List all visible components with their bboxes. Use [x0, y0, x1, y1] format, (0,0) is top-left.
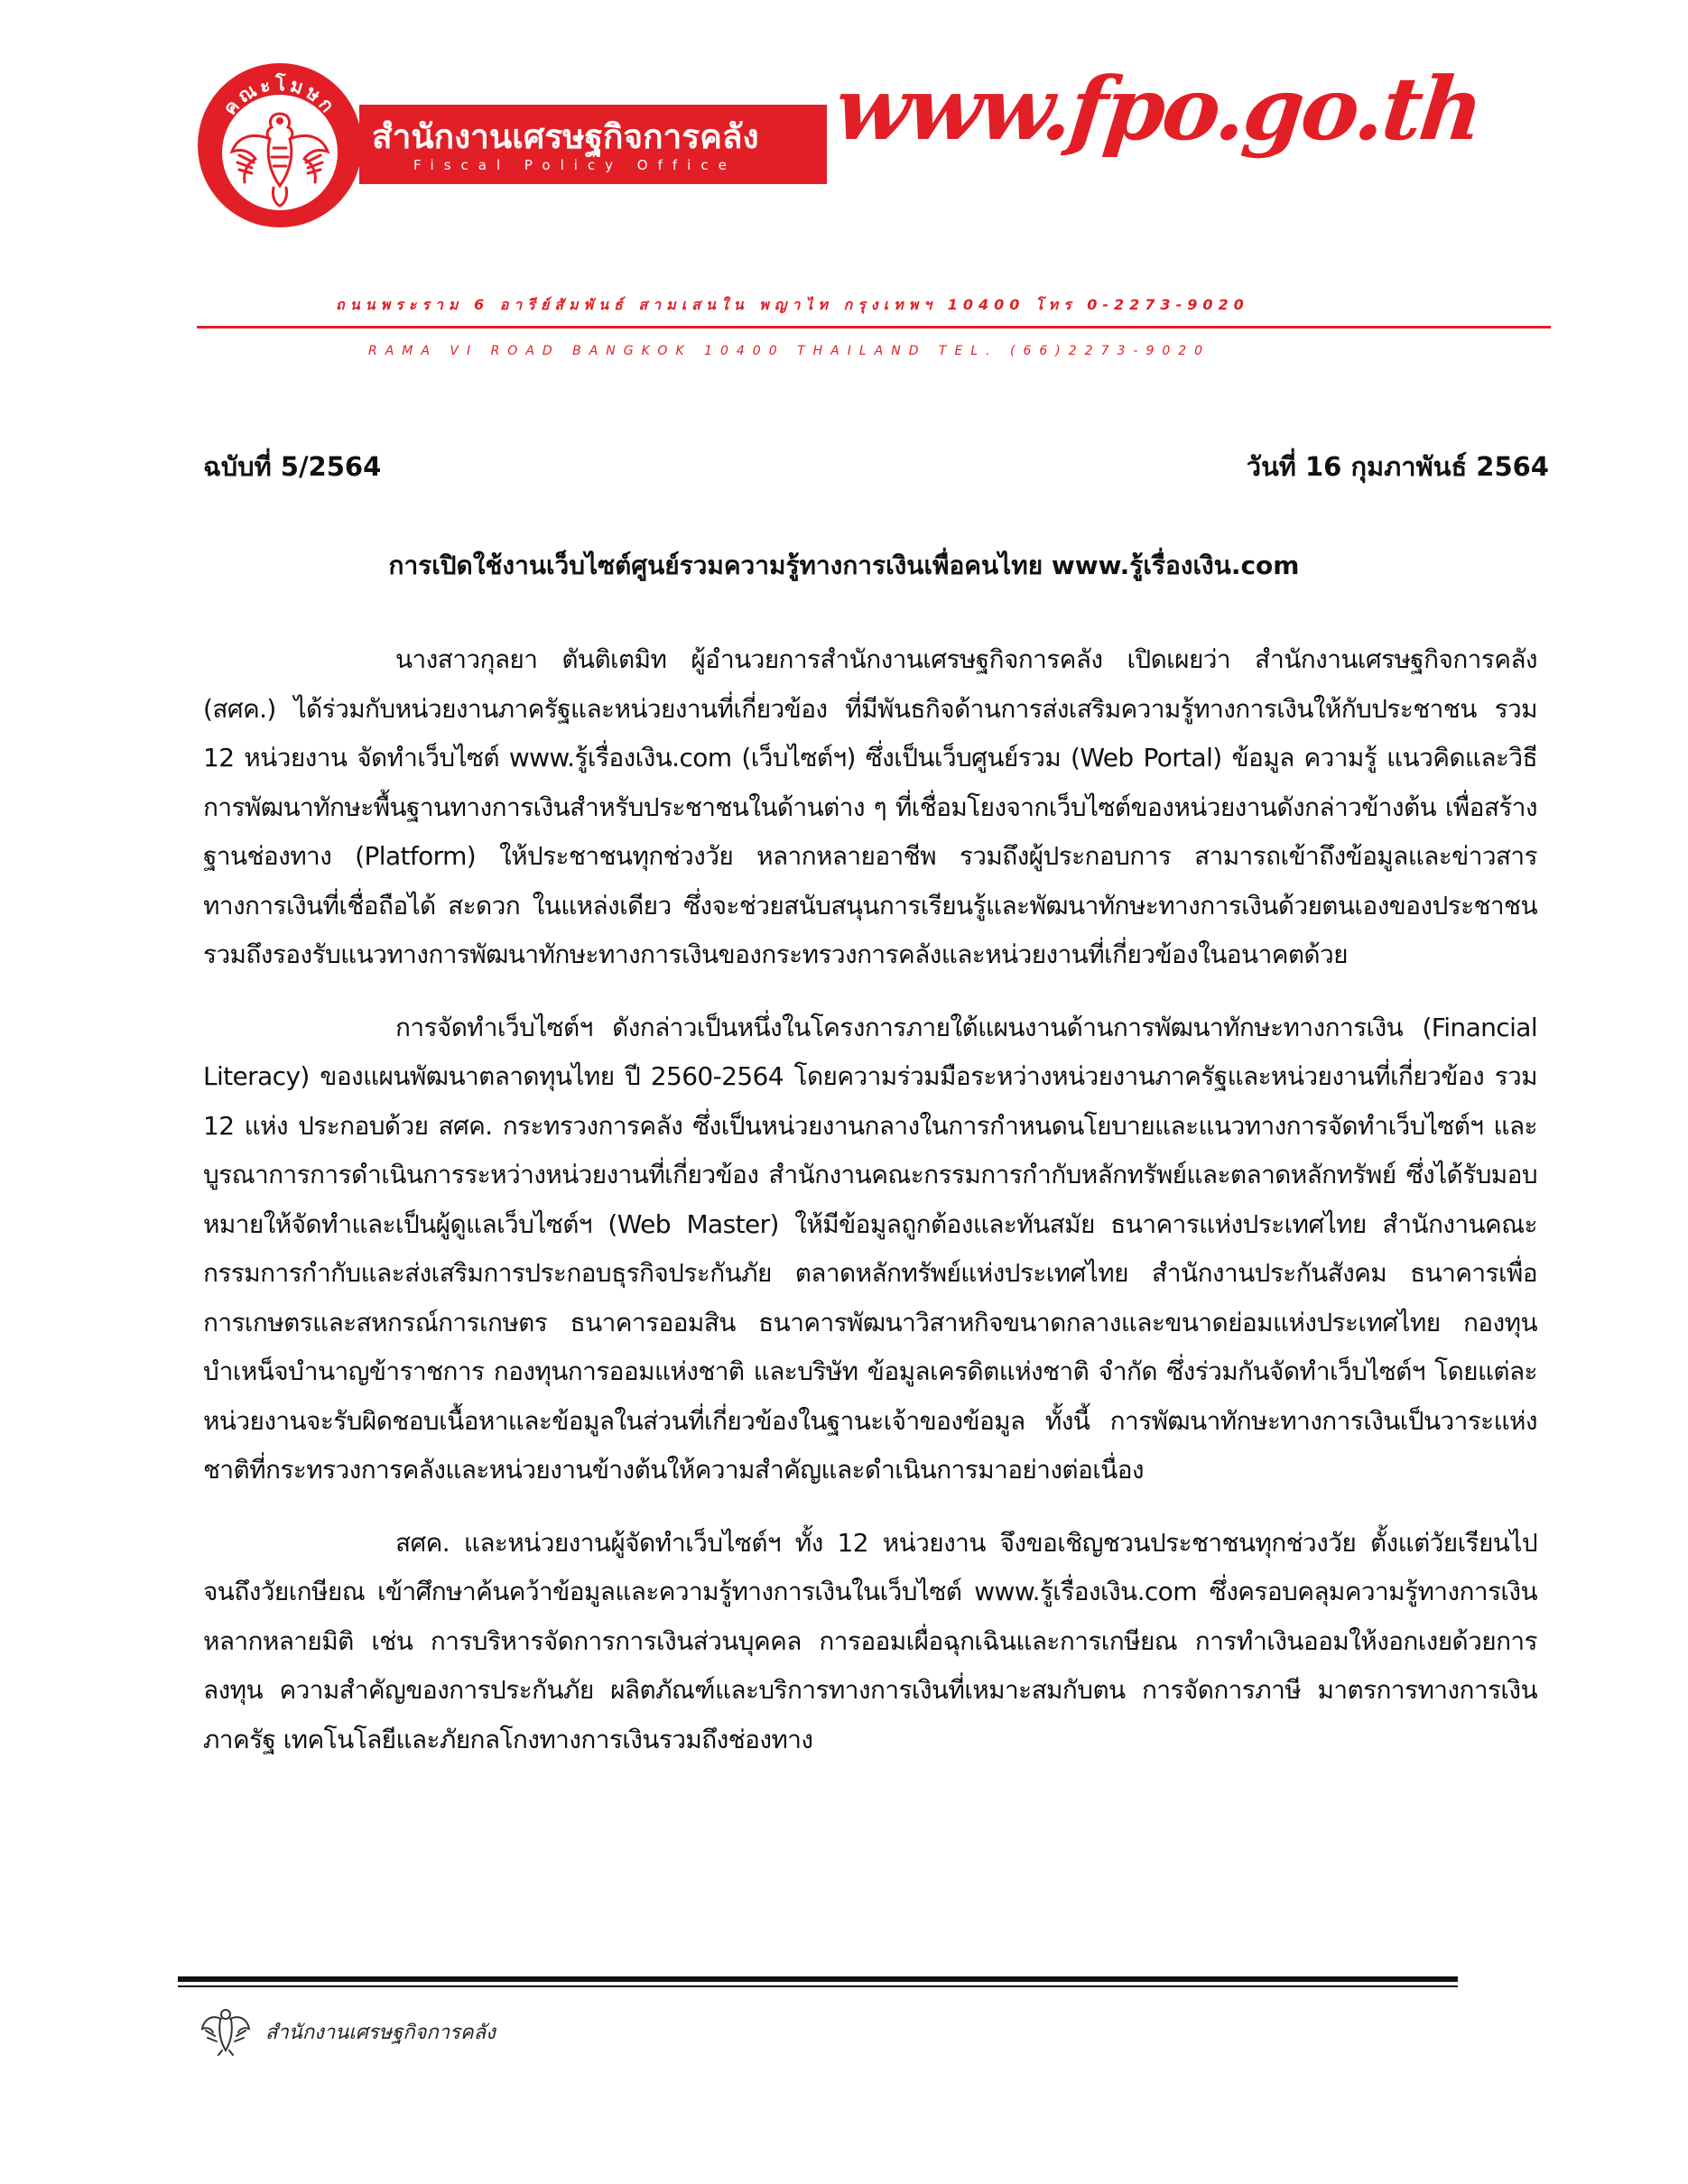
footer-divider — [178, 1976, 1458, 1982]
header-divider — [197, 326, 1551, 329]
body-paragraph: นางสาวกุลยา ตันติเตมิท ผู้อำนวยการสำนักงานเศรษฐกิจการคลัง เปิดเผยว่า สำนักงานเศรษฐกิจการคลัง (สศค.) ได้ร่วมกับหน่วยงานภาครัฐและหน่วยงานที่เกี่ยวข้อง ที่มีพันธกิจด้านการส่งเสริมความรู้ทางการเงินให้กับประชาชน รวม 12 หน่วยงาน จัดทำเว็บไซต์ www.รู้เรื่องเงิน.com (เว็บไซต์ฯ) ซึ่งเป็นเว็บศูนย์รวม (Web Portal) ข้อมูล ความรู้ แนวคิดและวิธีการพัฒนาทักษะพื้นฐานทางการเงินสำหรับประชาชนในด้านต่าง ๆ ที่เชื่อมโยงจากเว็บไซต์ของหน่วยงานดังกล่าวข้างต้น เพื่อสร้างฐานช่องทาง (Platform) ให้ประชาชนทุกช่วงวัย หลากหลายอาชีพ รวมถึงผู้ประกอบการ สามารถเข้าถึงข้อมูลและข่าวสารทางการเงินที่เชื่อถือได้ สะดวก ในแหล่งเดียว ซึ่งจะช่วยสนับสนุนการเรียนรู้และพัฒนาทักษะทางการเงินด้วยตนเองของประชาชน รวมถึงรองรับแนวทางการพัฒนาทักษะทางการเงินของกระทรวงการคลังและหน่วยงานที่เกี่ยวข้องในอนาคตด้วย — [203, 644, 1537, 969]
org-name-band — [359, 105, 827, 184]
footer-org-name: สำนักงานเศรษฐกิจการคลัง — [265, 2022, 496, 2044]
document-body — [203, 635, 1537, 1788]
address-english: RAMA VI ROAD BANGKOK 10400 THAILAND TEL. (66)2273-9020 — [368, 344, 1211, 358]
website-url[interactable]: www.fpo.go.th — [830, 58, 1486, 160]
body-paragraph: การจัดทำเว็บไซต์ฯ ดังกล่าวเป็นหนึ่งในโครงการภายใต้แผนงานด้านการพัฒนาทักษะทางการเงิน (Financial Literacy) ของแผนพัฒนาตลาดทุนไทย ปี 2560-2564 โดยความร่วมมือระหว่างหน่วยงานภาครัฐและหน่วยงานที่เกี่ยวข้อง รวม 12 แห่ง ประกอบด้วย สศค. กระทรวงการคลัง ซึ่งเป็นหน่วยงานกลางในการกำหนดนโยบายและแนวทางการจัดทำเว็บไซต์ฯ และบูรณาการการดำเนินการระหว่างหน่วยงานที่เกี่ยวข้อง สำนักงานคณะกรรมการกำกับหลักทรัพย์และตลาดหลักทรัพย์ ซึ่งได้รับมอบหมายให้จัดทำและเป็นผู้ดูแลเว็บไซต์ฯ (Web Master) ให้มีข้อมูลถูกต้องและทันสมัย ธนาคารแห่งประเทศไทย สำนักงานคณะกรรมการกำกับและส่งเสริมการประกอบธุรกิจประกันภัย ตลาดหลักทรัพย์แห่งประเทศไทย สำนักงานประกันสังคม ธนาคารเพื่อการเกษตรและสหกรณ์การเกษตร ธนาคารออมสิน ธนาคารพัฒนาวิสาหกิจขนาดกลางและขนาดย่อมแห่งประเทศไทย กองทุนบำเหน็จบำนาญข้าราชการ กองทุนการออมแห่งชาติ และบริษัท ข้อมูลเครดิตแห่งชาติ จำกัด ซึ่งร่วมกันจัดทำเว็บไซต์ฯ โดยแต่ละหน่วยงานจะรับผิดชอบเนื้อหาและข้อมูลในส่วนที่เกี่ยวข้องในฐานะเจ้าของข้อมูล ทั้งนี้ การพัฒนาทักษะทางการเงินเป็นวาระแห่งชาติที่กระทรวงการคลังและหน่วยงานข้างต้นให้ความสำคัญและดำเนินการมาอย่างต่อเนื่อง — [203, 1012, 1537, 1485]
address-thai: ถนนพระราม 6 อารีย์สัมพันธ์ สามเสนใน พญาไท กรุงเทพฯ 10400 โทร 0-2273-9020 — [336, 296, 1249, 313]
logo-arc-text: คณะโมษก — [218, 72, 341, 119]
issue-number: ฉบับที่ 5/2564 — [203, 451, 382, 482]
body-paragraph: สศค. และหน่วยงานผู้จัดทำเว็บไซต์ฯ ทั้ง 12 หน่วยงาน จึงขอเชิญชวนประชาชนทุกช่วงวัย ตั้งแต่วัยเรียนไปจนถึงวัยเกษียณ เข้าศึกษาค้นคว้าข้อมูลและความรู้ทางการเงินในเว็บไซต์ www.รู้เรื่องเงิน.com ซึ่งครอบคลุมความรู้ทางการเงินหลากหลายมิติ เช่น การบริหารจัดการการเงินส่วนบุคคล การออมเผื่อฉุกเฉินและการเกษียณ การทำเงินออมให้งอกเงยด้วยการลงทุน ความสำคัญของการประกันภัย ผลิตภัณฑ์และบริการทางการเงินที่เหมาะสมกับตน การจัดการภาษี มาตรการทางการเงินภาครัฐ เทคโนโลยีและภัยกลโกงทางการเงินรวมถึงช่องทาง — [203, 1527, 1537, 1754]
garuda-emblem-icon — [200, 2004, 251, 2056]
org-name-english: Fiscal Policy Office — [413, 157, 737, 173]
org-name-thai: สำนักงานเศรษฐกิจการคลัง — [372, 117, 759, 156]
footer-divider-thin — [178, 1985, 1458, 1987]
fpo-garuda-logo — [196, 61, 364, 229]
issue-date: วันที่ 16 กุมภาพันธ์ 2564 — [1246, 451, 1549, 482]
document-title: การเปิดใช้งานเว็บไซต์ศูนย์รวมความรู้ทางการเงินเพื่อคนไทย www.รู้เรื่องเงิน.com — [388, 551, 1300, 580]
